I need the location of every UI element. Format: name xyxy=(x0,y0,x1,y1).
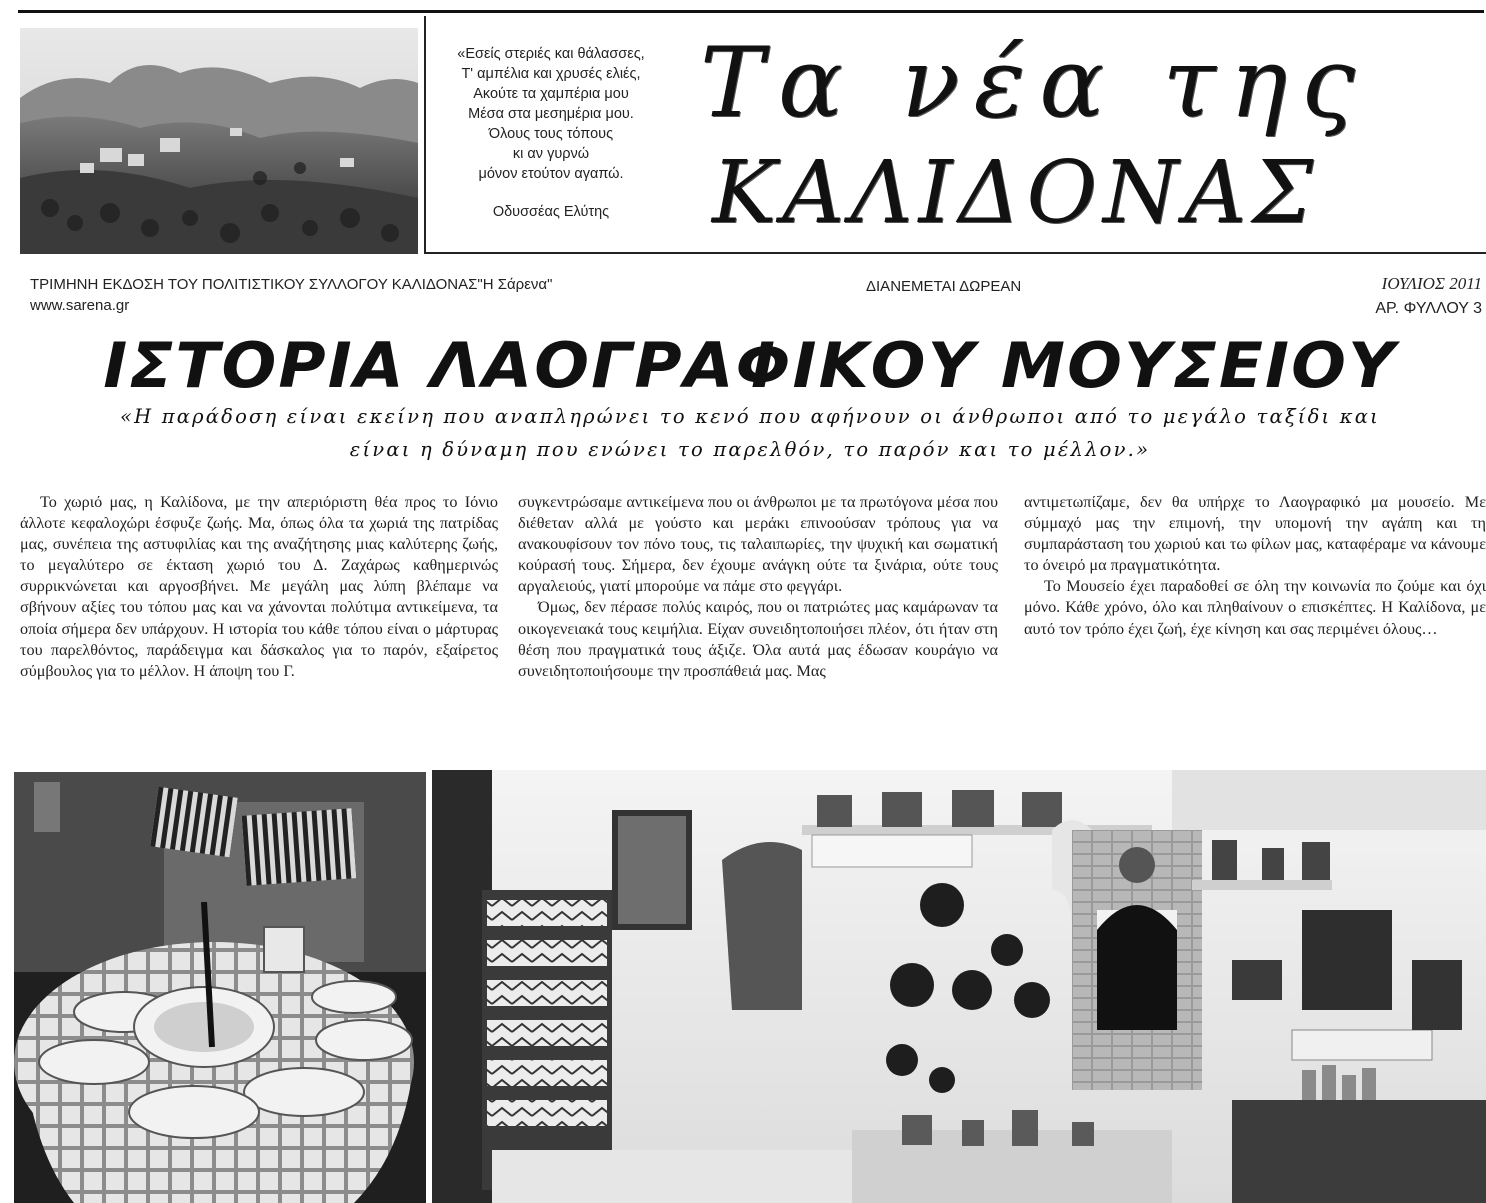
column-3-text-b: Το Μουσείο έχει παραδοθεί σε όλη την κοινωνία πο ζούμε και όχι μόνο. Κάθε χρόνο, όλο και πληθαίνουν ο επισκέπτες. Η Καλίδονα, με αυτό τον τρόπο έχει ζωή, έχε κίνηση και σας περιμένει όλους… xyxy=(1024,577,1486,638)
village-landscape-photo xyxy=(20,28,418,254)
top-rule xyxy=(18,10,1484,13)
column-2-text-a: συγκεντρώσαμε αντικείμενα που οι άνθρωποι με τα πρωτόγονα μέσα που διέθεταν αλλά με γούστο και μεράκι επινοούσαν τρόπους για να ανακουφίσουν τον πόνο τους, τις ταλαιπωρίες, την ψυχική και σωματική κούρασή τους. Σήμερα, δεν έχουμε ανάγκη ούτε τα ξινάρια, ούτε τους αργαλειούς, γιατί μπορούμε να πάμε στο φεγγάρι. xyxy=(518,493,998,596)
quote-line-2: είναι η δύναμη που ενώνει το παρελθόν, το παρόν και το μέλλον.» xyxy=(349,438,1151,461)
poem-line: Τ' αμπέλια και χρυσές ελιές, xyxy=(461,66,641,82)
museum-interior-photo xyxy=(432,770,1486,1203)
article-headline: ΙΣΤΟΡΙΑ ΛΑΟΓΡΑΦΙΚΟΥ ΜΟΥΣΕΙΟΥ xyxy=(103,329,1397,402)
masthead-title-line1: Τα νέα της xyxy=(700,27,1369,139)
column-2-text-b: Όμως, δεν πέρασε πολύς καιρός, που οι πατριώτες μας καμάρωναν τα οικογενειακά τους κειμήλια. Είχαν συνειδητοποιήσει πλέον, ότι ήταν στη θέση που πραγματικά τους άξιζε. Όλα αυτά μας έδωσαν κουράγιο να συνειδητοποιήσουμε την προσπάθειά μας. Μας xyxy=(518,598,998,680)
table-setting-photo xyxy=(14,772,426,1203)
quote-line-1: «Η παράδοση είναι εκείνη που αναπληρώνει το κενό που αφήνουν οι άνθρωποι από το μεγάλο ταξίδι και xyxy=(119,405,1380,428)
poem-author: Οδυσσέας Ελύτης xyxy=(492,204,610,220)
article-column-2 xyxy=(518,492,998,682)
poem-line: κι αν γυρνώ xyxy=(512,146,590,162)
issue-date: ΙΟΥΛΙΟΣ 2011 xyxy=(1381,274,1482,293)
distribution-note: ΔΙΑΝΕΜΕΤΑΙ ΔΩΡΕΑΝ xyxy=(866,278,1022,295)
poem-line: Όλους τους τόπους xyxy=(488,126,614,142)
poem-line: μόνον ετούτον αγαπώ. xyxy=(478,166,624,182)
poem-line: Μέσα στα μεσημέρια μου. xyxy=(468,106,634,122)
website-link[interactable]: www.sarena.gr xyxy=(30,297,130,314)
publisher-line: ΤΡΙΜΗΝΗ ΕΚΔΟΣΗ ΤΟΥ ΠΟΛΙΤΙΣΤΙΚΟΥ ΣΥΛΛΟΓΟΥ ΚΑΛΙΔΟΝΑΣ"Η Σάρενα" xyxy=(30,276,553,293)
column-3-text-a: αντιμετωπίζαμε, δεν θα υπήρχε το Λαογραφικό μα μουσείο. Με σύμμαχό μας την επιμονή, την υπομονή την αγάπη και τη συμπαράσταση του χωριού και τω φίλων μας, καταφέραμε να κάνουμε το όνειρό μα πραγματικότητα. xyxy=(1024,493,1486,575)
article-quote xyxy=(20,400,1480,466)
issue-number: ΑΡ. ΦΥΛΛΟΥ 3 xyxy=(1375,300,1482,317)
article-column-3 xyxy=(1024,492,1486,640)
column-1-text: Το χωριό μας, η Καλίδονα, με την απεριόριστη θέα προς το Ιόνιο άλλοτε κεφαλοχώρι έσφυζε ζωής. Μα, όπως όλα τα χωριά της πατρίδας μας, συνέπεια της αστυφιλίας και της αναζήτησης μιας καλύτερης ζωής, το μεγαλύτερο σε έκταση χωριό του Δ. Ζαχάρως καθημερινώς συρρικνώνεται και αργοσβήνει. Με μεγάλη μας λύπη βλέπαμε να σβήνουν αξίες του τόπου μας και να χάνονται πολύτιμα αντικείμενα, τα οποία σήμερα δεν υπάρχουν. Η ιστορία του κάθε τόπου είναι ο μάρτυρας του παρελθόντος, παράδειγμα και δάσκαλος για το παρόν, εξαίρετος σύμβουλος για το μέλλον. Η άποψη του Γ. xyxy=(20,493,498,680)
masthead-title-line2: ΚΑΛΙΔΟΝΑΣ xyxy=(712,143,1320,243)
poem-line: Ακούτε τα χαμπέρια μου xyxy=(473,86,629,102)
poem-line: «Εσείς στεριές και θάλασσες, xyxy=(457,46,645,62)
poem xyxy=(430,44,672,184)
article-column-1 xyxy=(20,492,498,682)
